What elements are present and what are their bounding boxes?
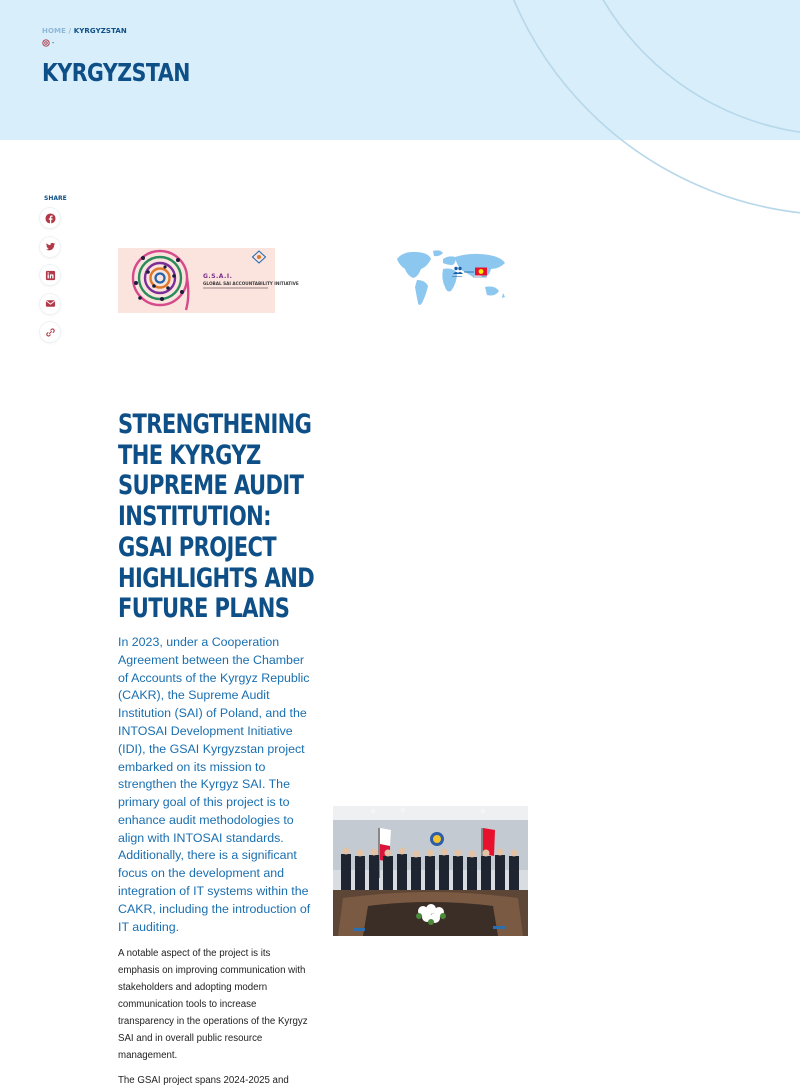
delegation-photo [333, 806, 528, 936]
gsai-logo-divider [203, 287, 268, 289]
article-paragraph: A notable aspect of the project is its emphasis on improving communication with stakeholders and adopting modern communication tools to increase transparency in the operations of the Kyrgyz SAI and in overall public resource management. [118, 948, 308, 1062]
link-icon [45, 327, 56, 338]
share-bar [40, 195, 67, 351]
at-icon [42, 39, 50, 47]
gsai-emblem-icon [251, 250, 267, 264]
meta-row [42, 39, 54, 47]
share-twitter-button[interactable] [40, 237, 60, 257]
article-lead: In 2023, under a Cooperation Agreement between the Chamber of Accounts of the Kyrgyz Republic (CAKR), the Supreme Audit Institution (SAI) of Poland, and the INTOSAI Development Initiative (IDI), the GSAI Kyrgyzstan project embarked on its mission to strengthen the Kyrgyz SAI. The primary goal of this project is to enhance audit methodologies to align with INTOSAI standards. Additionally, there is a significant focus on the development and integration of IT systems within the CAKR, including the introduction of IT auditing. [118, 634, 311, 934]
mail-icon [45, 298, 56, 309]
share-linkedin-button[interactable] [40, 265, 60, 285]
linkedin-icon [45, 270, 56, 281]
gsai-logo-title: G.S.A.I. [203, 273, 233, 280]
breadcrumb-current: KYRGYZSTAN [73, 27, 127, 35]
spiral-graphic [118, 248, 208, 313]
breadcrumb-separator: / [65, 27, 74, 35]
article [118, 410, 318, 1089]
world-map-image [393, 247, 509, 312]
article-paragraph: The GSAI project spans 2024-2025 and [118, 1075, 289, 1087]
article-title: STRENGTHENING THE KYRGYZ SUPREME AUDIT INSTITUTION: GSAI PROJECT HIGHLIGHTS AND FUTURE PLANS [118, 409, 315, 625]
breadcrumb-home-link[interactable]: HOME [42, 27, 66, 35]
share-facebook-button[interactable] [40, 208, 60, 228]
kyrgyzstan-flag-icon [475, 268, 487, 276]
share-email-button[interactable] [40, 294, 60, 314]
breadcrumb [42, 27, 127, 35]
page-title: KYRGYZSTAN [42, 58, 190, 87]
share-copy-link-button[interactable] [40, 322, 60, 342]
people-icon [453, 267, 463, 274]
page-header [0, 0, 800, 140]
gsai-logo-image [118, 248, 299, 313]
gsai-logo-tagline: GLOBAL SAI ACCOUNTABILITY INITIATIVE [203, 281, 299, 286]
twitter-icon [45, 241, 56, 252]
facebook-icon [45, 213, 56, 224]
meta-dash: - [52, 39, 55, 47]
share-label: SHARE [44, 195, 67, 202]
